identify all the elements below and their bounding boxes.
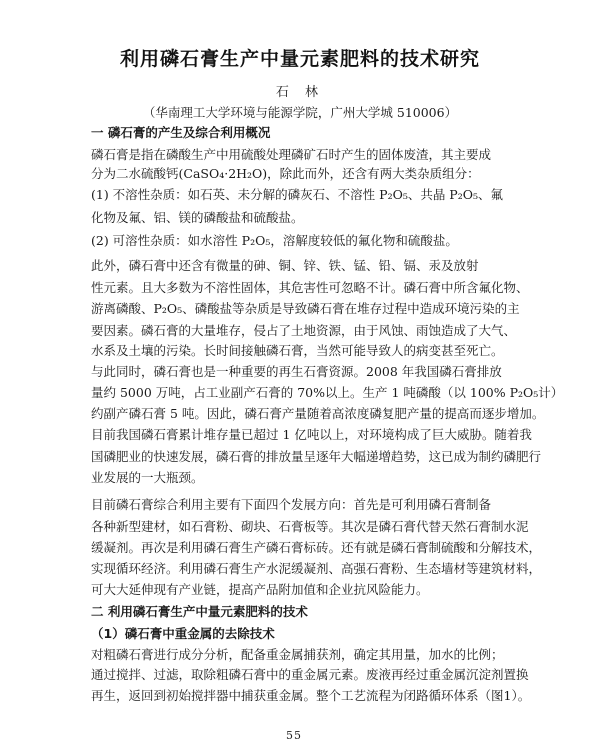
text-line: 各种新型建材，如石膏粉、砌块、石膏板等。其次是磷石膏代替天然石膏制水泥 — [91, 519, 529, 534]
text-line: 与此同时，磷石膏也是一种重要的再生石膏资源。2008 年我国磷石膏排放 — [91, 364, 502, 379]
text-line: 游离磷酸、P₂O₅、磷酸盐等杂质是导致磷石膏在堆存过程中造成环境污染的主 — [91, 301, 520, 316]
page-number: 55 — [286, 729, 302, 742]
text-line: 对粗磷石膏进行成分分析，配备重金属捕获剂，确定其用量，加水的比例； — [91, 647, 504, 662]
author-name: 石 林 — [275, 85, 325, 100]
text-line: 性元素。且大多数为不溶性固体，其危害性可忽略不计。磷石膏中所含氟化物、 — [91, 280, 529, 295]
paper-title: 利用磷石膏生产中量元素肥料的技术研究 — [119, 48, 480, 70]
section-heading: （1）磷石膏中重金属的去除技术 — [91, 626, 275, 641]
author-affiliation: （华南理工大学环境与能源学院，广州大学城 510006） — [142, 105, 458, 120]
text-line: 可大大延伸现有产业链，提高产品附加值和企业抗风险能力。 — [91, 582, 429, 597]
text-line: 化物及氟、铝、镁的磷酸盐和硫酸盐。 — [91, 210, 304, 225]
text-line: 此外，磷石膏中还含有微量的砷、铜、锌、铁、锰、铅、镉、汞及放射 — [91, 258, 479, 273]
text-line: (1) 不溶性杂质：如石英、未分解的磷灰石、不溶性 P₂O₅、共晶 P₂O₅、氟 — [91, 187, 503, 202]
text-line: 要因素。磷石膏的大量堆存，侵占了土地资源，由于风蚀、雨蚀造成了大气、 — [91, 323, 517, 338]
text-line: 国磷肥业的快速发展，磷石膏的排放量呈逐年大幅递增趋势，这已成为制约磷肥行 — [91, 449, 542, 464]
section-heading: 二 利用磷石膏生产中量元素肥料的技术 — [91, 604, 308, 619]
text-line: 业发展的一大瓶颈。 — [91, 470, 204, 485]
text-line: 约副产磷石膏 5 吨。因此，磷石膏产量随着高浓度磷复肥产量的提高而逐步增加。 — [91, 406, 545, 421]
text-line: 缓凝剂。再次是利用磷石膏生产磷石膏标砖。还有就是磷石膏制硫酸和分解技术， — [91, 540, 542, 555]
text-line: 量约 5000 万吨，占工业副产石膏的 70%以上。生产 1 吨磷酸（以 100% P₂O₅计） — [91, 385, 564, 400]
text-line: 分为二水硫酸钙(CaSO₄·2H₂O)，除此而外，还含有两大类杂质组分： — [91, 166, 480, 181]
text-line: 再生，返回到初始搅拌器中捕获重金属。整个工艺流程为闭路循环体系（图1）。 — [91, 688, 531, 703]
text-line: 实现循环经济。利用磷石膏生产水泥缓凝剂、高强石膏粉、生态墙材等建筑材料， — [91, 561, 542, 576]
text-line: 通过搅拌、过滤，取除粗磷石膏中的重金属元素。废液再经过重金属沉淀剂置换 — [91, 667, 529, 682]
text-line: (2) 可溶性杂质：如水溶性 P₂O₅，溶解度较低的氟化物和硫酸盐。 — [91, 233, 458, 248]
text-line: 目前磷石膏综合利用主要有下面四个发展方向：首先是可利用磷石膏制备 — [91, 497, 492, 512]
text-line: 磷石膏是指在磷酸生产中用硫酸处理磷矿石时产生的固体废渣，其主要成 — [91, 147, 492, 162]
text-line: 目前我国磷石膏累计堆存量已超过 1 亿吨以上，对环境构成了巨大威胁。随着我 — [91, 427, 532, 442]
section-heading: 一 磷石膏的产生及综合利用概况 — [91, 125, 271, 140]
text-line: 水系及土壤的污染。长时间接触磷石膏，当然可能导致人的病变甚至死亡。 — [91, 343, 504, 358]
